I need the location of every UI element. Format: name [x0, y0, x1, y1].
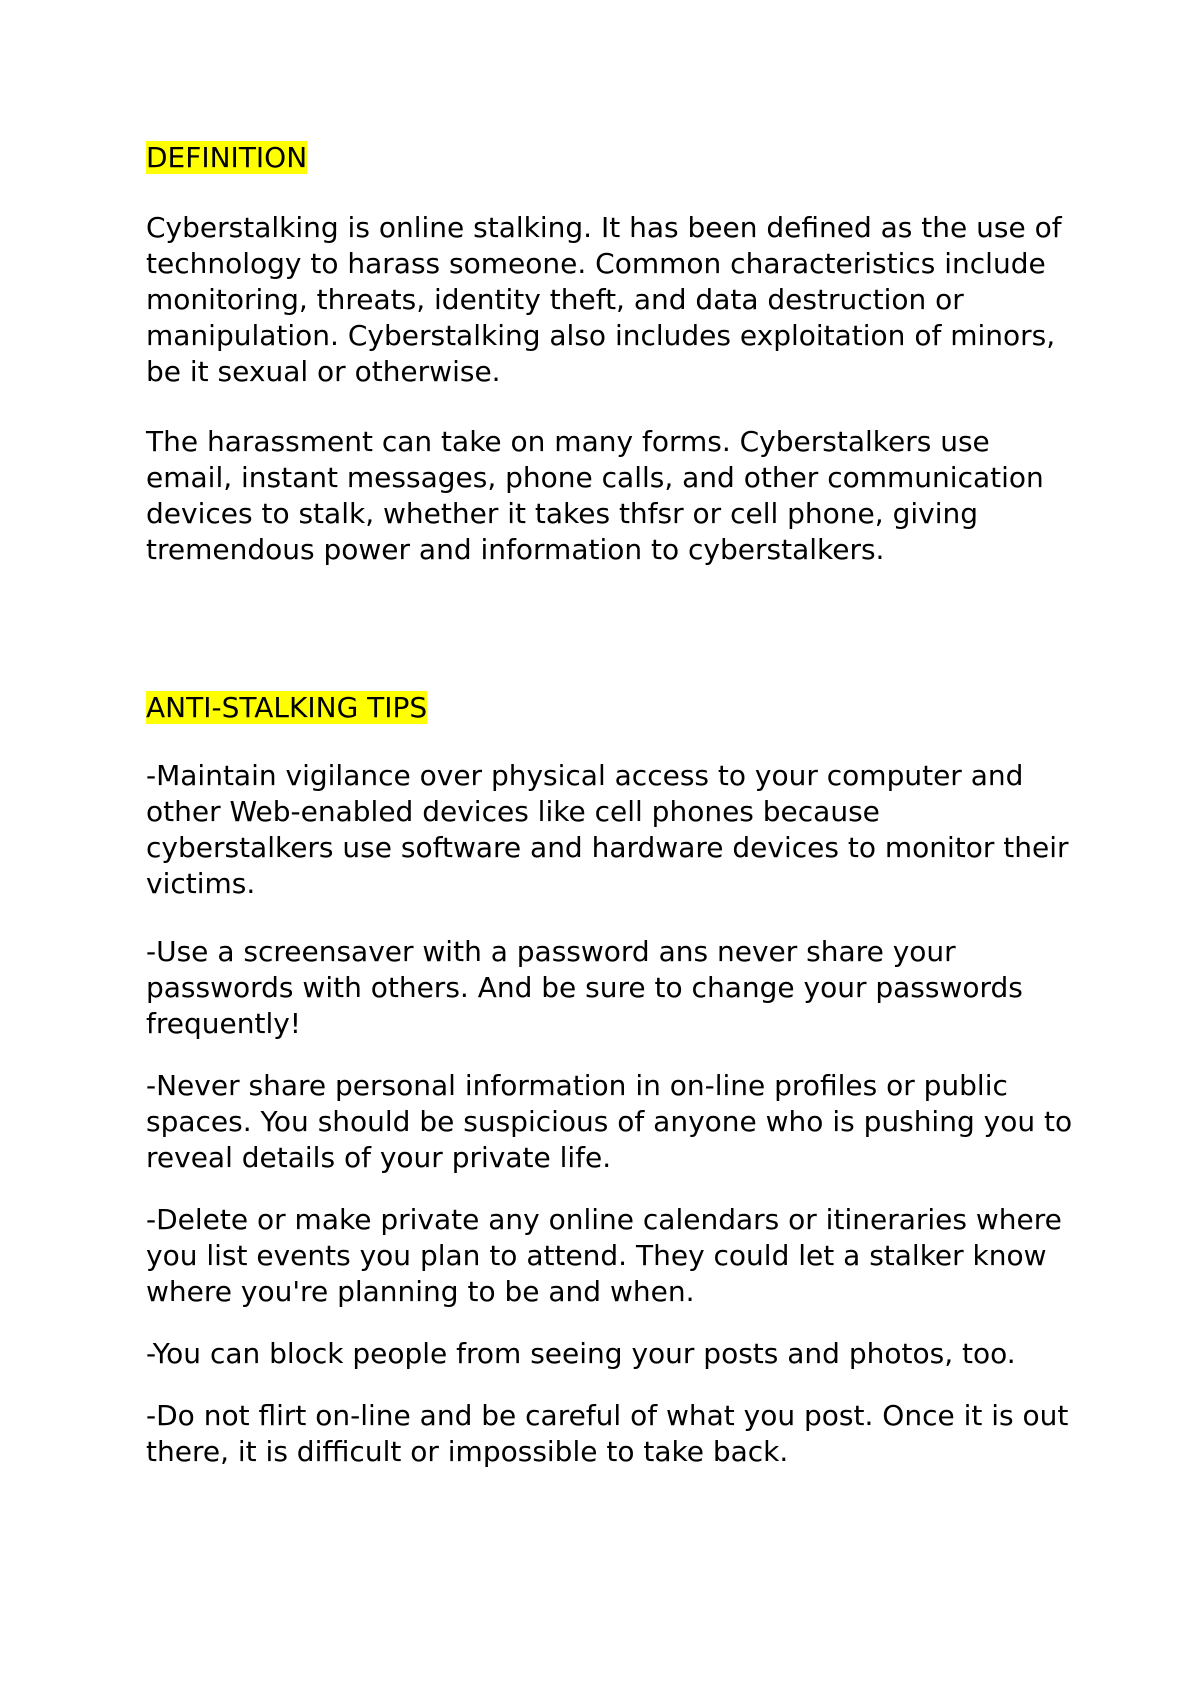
- tip-item-2: -Use a screensaver with a password ans never share your passwords with others. And be sure to change your passwords frequently!: [146, 935, 1023, 1040]
- definition-paragraph-2: The harassment can take on many forms. Cyberstalkers use email, instant messages, phone calls, and other communication devices to stalk, whether it takes thfsr or cell phone, giving tremendous power and information to cyberstalkers.: [146, 425, 1044, 566]
- document-body: [146, 140, 1076, 1470]
- tip-item-6: -Do not flirt on-line and be careful of what you post. Once it is out there, it is difficult or impossible to take back.: [146, 1399, 1069, 1468]
- definition-heading: [146, 140, 1076, 176]
- definition-paragraph-1: Cyberstalking is online stalking. It has been defined as the use of technology to harass someone. Common characteristics include monitoring, threats, identity theft, and data destruction or manipulation. Cyberstalking also includes exploitation of minors, be it sexual or otherwise.: [146, 211, 1062, 388]
- tip-item-4: -Delete or make private any online calendars or itineraries where you list events you plan to attend. They could let a stalker know where you're planning to be and when.: [146, 1203, 1062, 1308]
- tip-item-1: -Maintain vigilance over physical access to your computer and other Web-enabled devices like cell phones because cyberstalkers use software and hardware devices to monitor their victims.: [146, 759, 1069, 900]
- definition-heading-highlight: DEFINITION: [146, 141, 308, 174]
- tip-item-5: -You can block people from seeing your posts and photos, too.: [146, 1337, 1016, 1370]
- tip-item-3: -Never share personal information in on-line profiles or public spaces. You should be suspicious of anyone who is pushing you to reveal details of your private life.: [146, 1069, 1073, 1174]
- tips-heading: [146, 690, 1076, 726]
- tips-heading-highlight: ANTI-STALKING TIPS: [146, 691, 428, 724]
